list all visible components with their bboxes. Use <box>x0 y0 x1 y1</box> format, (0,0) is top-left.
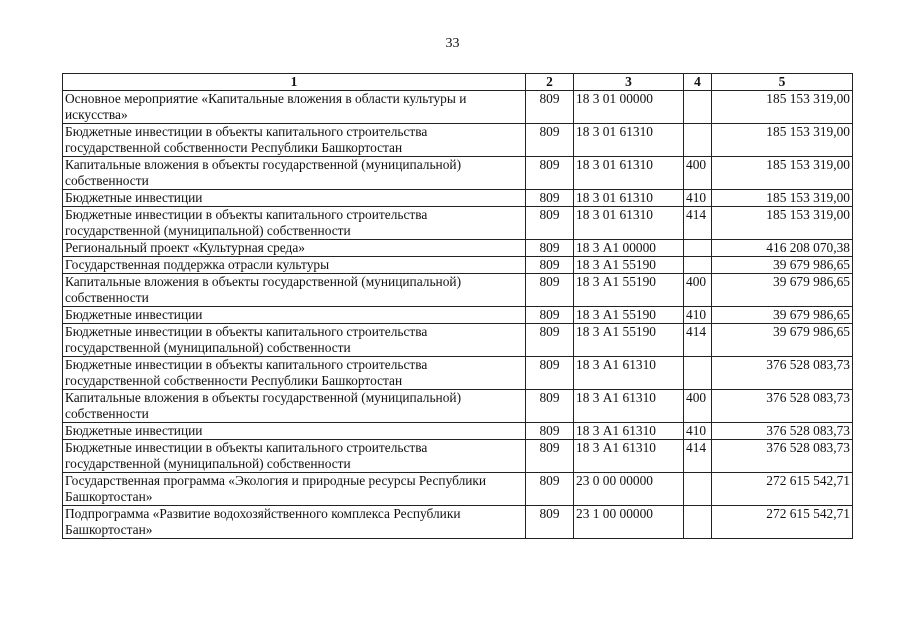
ministry-code: 809 <box>526 307 574 324</box>
expense-type-code: 410 <box>684 307 712 324</box>
item-name: Государственная поддержка отрасли культуры <box>63 257 526 274</box>
expense-type-code <box>684 506 712 539</box>
amount: 416 208 070,38 <box>712 240 853 257</box>
item-name: Бюджетные инвестиции <box>63 190 526 207</box>
amount: 39 679 986,65 <box>712 307 853 324</box>
item-name: Бюджетные инвестиции <box>63 307 526 324</box>
ministry-code: 809 <box>526 440 574 473</box>
target-article-code: 18 3 01 61310 <box>574 190 684 207</box>
target-article-code: 18 3 01 61310 <box>574 124 684 157</box>
expense-type-code <box>684 91 712 124</box>
item-name: Бюджетные инвестиции в объекты капитального строительства государственной (муниципальной) собственности <box>63 440 526 473</box>
target-article-code: 23 1 00 00000 <box>574 506 684 539</box>
target-article-code: 18 3 А1 55190 <box>574 307 684 324</box>
amount: 39 679 986,65 <box>712 274 853 307</box>
target-article-code: 23 0 00 00000 <box>574 473 684 506</box>
ministry-code: 809 <box>526 506 574 539</box>
expense-type-code <box>684 124 712 157</box>
expense-type-code <box>684 257 712 274</box>
ministry-code: 809 <box>526 257 574 274</box>
item-name: Подпрограмма «Развитие водохозяйственного комплекса Республики Башкортостан» <box>63 506 526 539</box>
target-article-code: 18 3 А1 55190 <box>574 324 684 357</box>
header-col-3: 3 <box>574 74 684 91</box>
target-article-code: 18 3 А1 55190 <box>574 274 684 307</box>
table-row <box>63 124 853 157</box>
expense-type-code: 400 <box>684 274 712 307</box>
item-name: Основное мероприятие «Капитальные вложения в области культуры и искусства» <box>63 91 526 124</box>
amount: 376 528 083,73 <box>712 357 853 390</box>
amount: 185 153 319,00 <box>712 124 853 157</box>
amount: 272 615 542,71 <box>712 506 853 539</box>
item-name: Бюджетные инвестиции <box>63 423 526 440</box>
expense-type-code: 414 <box>684 440 712 473</box>
table-row <box>63 390 853 423</box>
table-row <box>63 190 853 207</box>
header-col-2: 2 <box>526 74 574 91</box>
table-row <box>63 257 853 274</box>
ministry-code: 809 <box>526 390 574 423</box>
amount: 376 528 083,73 <box>712 423 853 440</box>
amount: 185 153 319,00 <box>712 157 853 190</box>
item-name: Капитальные вложения в объекты государственной (муниципальной) собственности <box>63 274 526 307</box>
target-article-code: 18 3 А1 55190 <box>574 257 684 274</box>
ministry-code: 809 <box>526 124 574 157</box>
table-row <box>63 324 853 357</box>
target-article-code: 18 3 01 61310 <box>574 157 684 190</box>
expense-type-code: 400 <box>684 390 712 423</box>
item-name: Бюджетные инвестиции в объекты капитального строительства государственной (муниципальной) собственности <box>63 324 526 357</box>
item-name: Капитальные вложения в объекты государственной (муниципальной) собственности <box>63 390 526 423</box>
table-row <box>63 240 853 257</box>
amount: 376 528 083,73 <box>712 390 853 423</box>
table-row <box>63 157 853 190</box>
table-row <box>63 274 853 307</box>
ministry-code: 809 <box>526 473 574 506</box>
table-row <box>63 91 853 124</box>
item-name: Бюджетные инвестиции в объекты капитального строительства государственной собственности Республики Башкортостан <box>63 357 526 390</box>
item-name: Региональный проект «Культурная среда» <box>63 240 526 257</box>
ministry-code: 809 <box>526 423 574 440</box>
ministry-code: 809 <box>526 91 574 124</box>
amount: 185 153 319,00 <box>712 207 853 240</box>
amount: 39 679 986,65 <box>712 324 853 357</box>
table-row <box>63 207 853 240</box>
ministry-code: 809 <box>526 240 574 257</box>
target-article-code: 18 3 А1 00000 <box>574 240 684 257</box>
item-name: Бюджетные инвестиции в объекты капитального строительства государственной (муниципальной) собственности <box>63 207 526 240</box>
target-article-code: 18 3 01 00000 <box>574 91 684 124</box>
expense-type-code: 410 <box>684 423 712 440</box>
target-article-code: 18 3 01 61310 <box>574 207 684 240</box>
expense-type-code <box>684 357 712 390</box>
amount: 39 679 986,65 <box>712 257 853 274</box>
ministry-code: 809 <box>526 274 574 307</box>
table-row <box>63 473 853 506</box>
expense-type-code <box>684 473 712 506</box>
item-name: Бюджетные инвестиции в объекты капитального строительства государственной собственности Республики Башкортостан <box>63 124 526 157</box>
ministry-code: 809 <box>526 324 574 357</box>
ministry-code: 809 <box>526 190 574 207</box>
table-row <box>63 506 853 539</box>
amount: 185 153 319,00 <box>712 91 853 124</box>
target-article-code: 18 3 А1 61310 <box>574 357 684 390</box>
table-row <box>63 423 853 440</box>
header-col-4: 4 <box>684 74 712 91</box>
amount: 376 528 083,73 <box>712 440 853 473</box>
header-col-5: 5 <box>712 74 853 91</box>
amount: 272 615 542,71 <box>712 473 853 506</box>
header-row <box>63 74 853 91</box>
expense-type-code: 414 <box>684 324 712 357</box>
expense-type-code: 400 <box>684 157 712 190</box>
amount: 185 153 319,00 <box>712 190 853 207</box>
expense-type-code: 410 <box>684 190 712 207</box>
table-row <box>63 307 853 324</box>
expense-type-code <box>684 240 712 257</box>
ministry-code: 809 <box>526 207 574 240</box>
header-col-1: 1 <box>63 74 526 91</box>
table-row <box>63 440 853 473</box>
item-name: Капитальные вложения в объекты государственной (муниципальной) собственности <box>63 157 526 190</box>
ministry-code: 809 <box>526 157 574 190</box>
target-article-code: 18 3 А1 61310 <box>574 423 684 440</box>
item-name: Государственная программа «Экология и природные ресурсы Республики Башкортостан» <box>63 473 526 506</box>
target-article-code: 18 3 А1 61310 <box>574 440 684 473</box>
page-number: 33 <box>445 36 460 51</box>
target-article-code: 18 3 А1 61310 <box>574 390 684 423</box>
budget-table <box>62 73 853 539</box>
table-row <box>63 357 853 390</box>
expense-type-code: 414 <box>684 207 712 240</box>
ministry-code: 809 <box>526 357 574 390</box>
